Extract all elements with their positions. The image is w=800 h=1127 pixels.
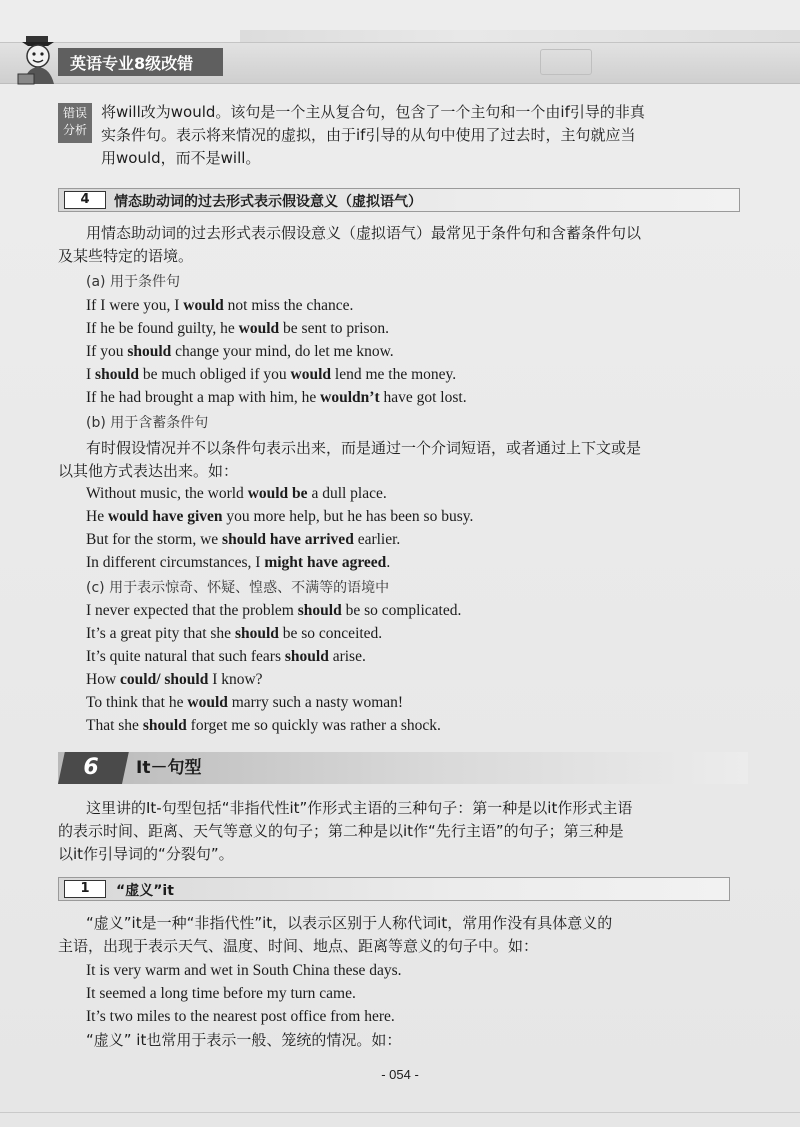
example-sentence: It’s a great pity that she should be so conceited. xyxy=(86,625,383,642)
subsection-4-title: 情态助动词的过去形式表示假设意义（虚拟语气） xyxy=(114,194,422,210)
section-6-intro-line: 的表示时间、距离、天气等意义的句子；第二种是以it作“先行主语”的句子；第三种是 xyxy=(58,822,624,840)
error-analysis-badge xyxy=(58,103,92,143)
example-sentence: In different circumstances, I might have agreed. xyxy=(86,554,391,571)
example-sentence: But for the storm, we should have arrived earlier. xyxy=(86,531,401,548)
scholar-mascot-icon xyxy=(16,34,62,86)
analysis-line: 用would，而不是will。 xyxy=(101,149,261,167)
page-number: - 054 - xyxy=(381,1067,419,1082)
subsection-1-intro-line: “虚义”it是一种“非指代性”it，以表示区别于人称代词it，常用作没有具体意义的 xyxy=(86,914,613,932)
example-sentence: How could/ should I know? xyxy=(86,671,263,688)
example-sentence: I never expected that the problem should be so complicated. xyxy=(86,602,462,619)
badge-bottom: 分析 xyxy=(62,123,87,137)
subsection-4-intro-line: 及某些特定的语境。 xyxy=(58,247,194,265)
header-strip xyxy=(240,30,800,42)
example-sentence: It is very warm and wet in South China these days. xyxy=(86,962,402,979)
subsection-1-title: “虚义”it xyxy=(116,883,174,899)
subsection-4-c-label: (c) 用于表示惊奇、怀疑、惶惑、不满等的语境中 xyxy=(86,580,390,596)
subsection-4-number: 4 xyxy=(64,191,106,209)
header-decoration xyxy=(540,49,592,75)
section-6-intro-line: 这里讲的It-句型包括“非指代性it”作形式主语的三种句子：第一种是以it作形式主语 xyxy=(86,799,633,817)
example-sentence: It’s quite natural that such fears should arise. xyxy=(86,648,366,665)
example-sentence: I should be much obliged if you would lend me the money. xyxy=(86,366,457,383)
example-sentence: It’s two miles to the nearest post office from here. xyxy=(86,1008,395,1025)
section-6-title: It－句型 xyxy=(136,758,202,778)
bottom-rule xyxy=(0,1112,800,1113)
header-title: 英语专业8级改错 xyxy=(70,54,194,73)
subsection-4-intro-line: 用情态助动词的过去形式表示假设意义（虚拟语气）最常见于条件句和含蓄条件句以 xyxy=(86,224,642,242)
subsection-4-b-label: (b) 用于含蓄条件句 xyxy=(86,415,209,431)
analysis-line: 实条件句。表示将来情况的虚拟，由于if引导的从句中使用了过去时，主句就应当 xyxy=(101,126,636,144)
section-6-intro-line: 以it作引导词的“分裂句”。 xyxy=(58,845,234,863)
subsection-4-a-label: (a) 用于条件句 xyxy=(86,274,180,290)
example-sentence: If he had brought a map with him, he wouldn’t have got lost. xyxy=(86,389,467,406)
example-sentence: It seemed a long time before my turn came. xyxy=(86,985,356,1002)
example-sentence: If you should change your mind, do let me know. xyxy=(86,343,394,360)
subsection-1-number: 1 xyxy=(64,880,106,898)
subsection-4-b-intro-line: 有时假设情况并不以条件句表示出来，而是通过一个介词短语，或者通过上下文或是 xyxy=(86,439,642,457)
badge-top: 错误 xyxy=(62,106,87,120)
section-6-number: 6 xyxy=(83,755,99,780)
subsection-1-tail: “虚义” it也常用于表示一般、笼统的情况。如： xyxy=(86,1031,402,1049)
analysis-line: 将will改为would。该句是一个主从复合句，包含了一个主句和一个由if引导的非真 xyxy=(101,103,645,121)
example-sentence: To think that he would marry such a nasty woman! xyxy=(86,694,404,711)
example-sentence: If I were you, I would not miss the chance. xyxy=(86,297,354,314)
subsection-4-b-intro-line: 以其他方式表达出来。如： xyxy=(58,462,239,480)
page-header xyxy=(0,0,800,95)
example-sentence: He would have given you more help, but he has been so busy. xyxy=(86,508,474,525)
subsection-1-intro-line: 主语，出现于表示天气、温度、时间、地点、距离等意义的句子中。如： xyxy=(58,937,539,955)
example-sentence: If he be found guilty, he would be sent to prison. xyxy=(86,320,389,337)
example-sentence: That she should forget me so quickly was rather a shock. xyxy=(86,717,441,734)
example-sentence: Without music, the world would be a dull place. xyxy=(86,485,387,502)
